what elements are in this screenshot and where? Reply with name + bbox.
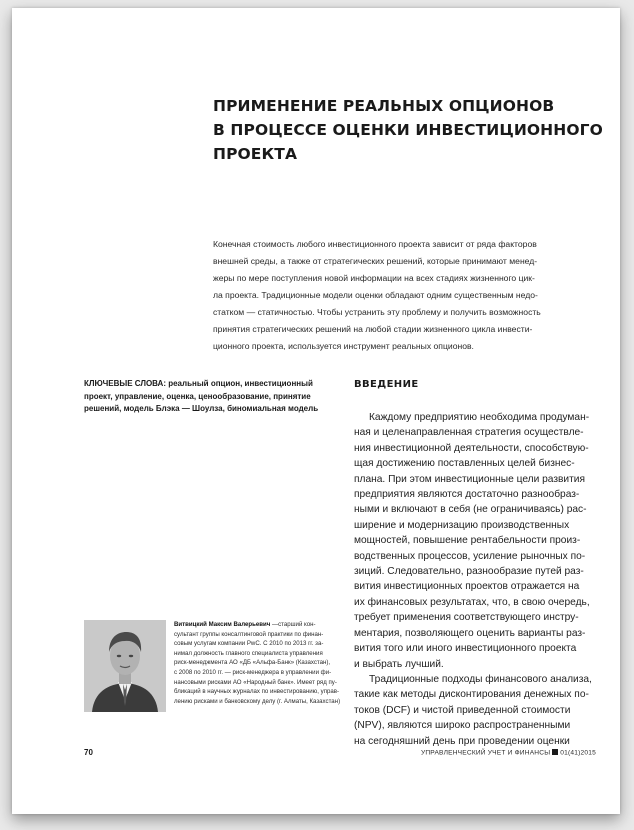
- author-name: Витвицкий Максим Валерьевич: [174, 621, 271, 628]
- abstract-line: статком — статичностью. Чтобы устранить эту проблему и получить возможность: [213, 307, 541, 317]
- body-line: вития того или иного инвестиционного проекта: [354, 643, 577, 655]
- bio-line: нансовыми рисками АО «Народный банк». Имеет ряд пу-: [174, 678, 337, 686]
- abstract-line: ционного проекта, используется инструмент реальных опционов.: [213, 341, 474, 351]
- body-line: ная и целенаправленная стратегия осуществле-: [354, 427, 584, 439]
- square-bullet-icon: [552, 749, 558, 755]
- body-line: требует применения соответствующего инстру-: [354, 612, 579, 624]
- body-line: их финансовых результатах, что, в свою очередь,: [354, 596, 590, 608]
- page-number: 70: [84, 748, 93, 757]
- bio-line: сультант группы консалтинговой практики по финан-: [174, 630, 324, 638]
- bio-line: совым услугам компании PwC. С 2010 по 2013 гг. за-: [174, 640, 324, 648]
- body-line: предприятия являются достаточно разнообраз-: [354, 489, 580, 501]
- body-line: и выбрать лучший.: [354, 658, 444, 670]
- bio-line: нимал должность главного специалиста управления: [174, 649, 323, 657]
- body-line: зиций. Следовательно, разнообразие путей раз-: [354, 566, 584, 578]
- body-line: вития инвестиционных проектов отражается на: [354, 581, 580, 593]
- body-line: ширение и модернизацию производственных: [354, 519, 570, 531]
- bio-line: бликаций в научных журналах по инвестированию, управ-: [174, 688, 340, 696]
- body-line: водственных процессов, усиление рыночных по-: [354, 550, 586, 562]
- body-line: такие как методы дисконтирования денежных по-: [354, 689, 589, 701]
- journal-name: УПРАВЛЕНЧЕСКИЙ УЧЕТ И ФИНАНСЫ: [420, 749, 551, 757]
- bio-first-line: [174, 620, 344, 630]
- body-line: ния инвестиционной деятельности, способствую-: [354, 442, 589, 454]
- author-photo: [84, 620, 166, 712]
- author-bio: [174, 620, 344, 706]
- body-line: мощностей, повышение рентабельности произ-: [354, 535, 581, 547]
- title-line: В ПРОЦЕССЕ ОЦЕНКИ ИНВЕСТИЦИОННОГО: [213, 121, 603, 139]
- body-line: Традиционные подходы финансового анализа,: [369, 673, 592, 685]
- journal-footer: [421, 749, 596, 757]
- section-heading: ВВЕДЕНИЕ: [354, 379, 419, 390]
- body-line: плана. При этом инвестиционные цели развития: [354, 473, 585, 485]
- body-line: ментария, позволяющего оценить варианты раз-: [354, 627, 586, 639]
- keywords-line: КЛЮЧЕВЫЕ СЛОВА: реальный опцион, инвестиционный: [84, 379, 313, 388]
- keywords-line: решений, модель Блэка — Шоулза, биномиальная модель: [84, 404, 319, 413]
- abstract-line: ла проекта. Традиционные модели оценки обладают одним существенным недо-: [213, 290, 538, 300]
- article-title: [213, 94, 603, 166]
- article-abstract: [213, 236, 605, 355]
- bio-line: с 2008 по 2010 гг. — риск-менеджера в управлении фи-: [174, 668, 332, 676]
- magazine-page: [12, 8, 620, 814]
- body-line: токов (DCF) и чистой приведенной стоимости: [354, 704, 571, 716]
- title-line: ПРИМЕНЕНИЕ РЕАЛЬНЫХ ОПЦИОНОВ: [213, 97, 555, 115]
- title-line: ПРОЕКТА: [213, 145, 298, 163]
- bio-line: лению рисками и банковскому делу (г. Алматы, Казахстан): [174, 697, 341, 705]
- body-line: ными и включают в себя (не ограничиваясь) рас-: [354, 504, 587, 516]
- abstract-line: внешней среды, а также от стратегических решений, которые принимают менед-: [213, 256, 538, 266]
- body-line: щая достижению поставленных целей бизнес-: [354, 458, 575, 470]
- abstract-line: принятия стратегических решений на любой стадии жизненного цикла инвести-: [213, 324, 533, 334]
- body-line: на сегодняшний день при проведении оценки: [354, 735, 570, 747]
- author-portrait-image: [84, 620, 166, 712]
- abstract-line: жеры по мере поступления новой информации на всех стадиях жизненного цик-: [213, 273, 535, 283]
- abstract-line: Конечная стоимость любого инвестиционного проекта зависит от ряда факторов: [213, 239, 537, 249]
- keywords-line: проект, управление, оценка, ценообразование, принятие: [84, 391, 311, 401]
- bio-first-text: —старший кон-: [270, 621, 316, 628]
- body-line: Каждому предприятию необходима продуман-: [369, 412, 590, 423]
- bio-line: риск-менеджмента АО «ДБ «Альфа-Банк» (Казахстан),: [174, 659, 331, 667]
- body-text: [354, 410, 614, 749]
- journal-issue: 01(41)2015: [560, 749, 596, 757]
- keywords-block: [84, 378, 344, 416]
- body-line: (NPV), являются широко распространенными: [354, 720, 571, 732]
